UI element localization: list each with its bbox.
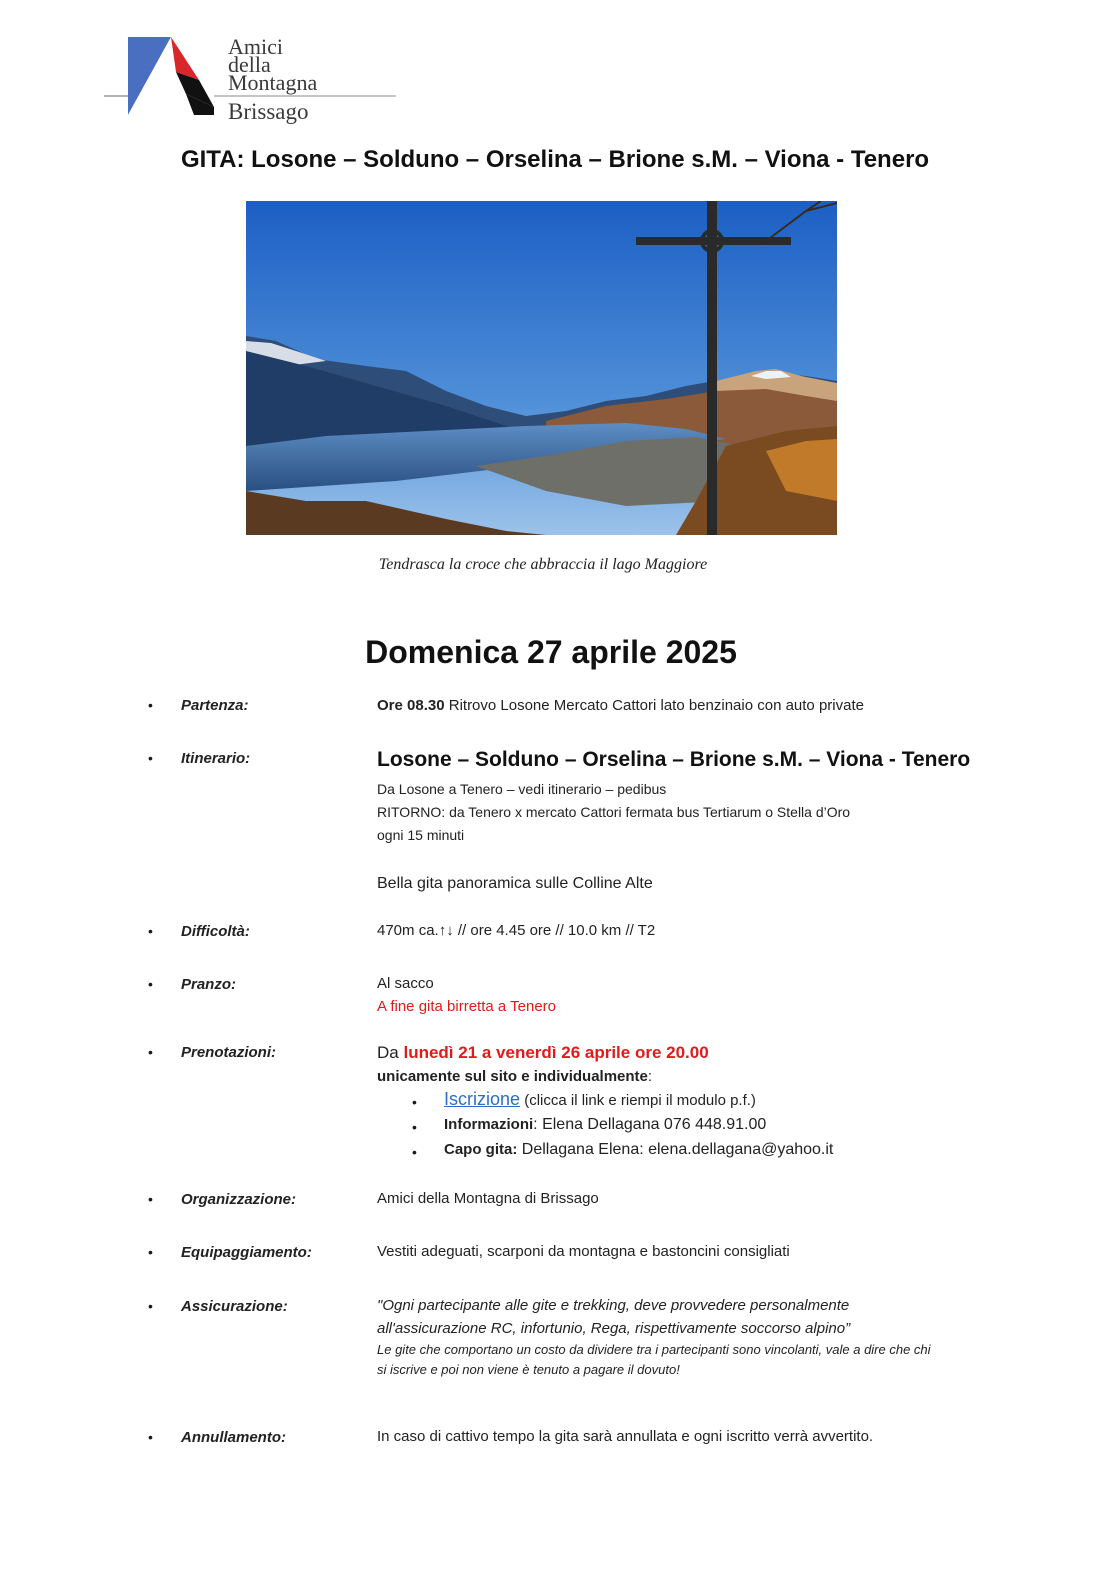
value-organizzazione: Amici della Montagna di Brissago — [377, 1190, 599, 1207]
logo-line-della: della — [228, 52, 271, 77]
bullet-equipaggiamento: • — [148, 1244, 153, 1260]
bullet-prenotazioni: • — [148, 1044, 153, 1060]
label-annullamento: Annullamento: — [181, 1429, 286, 1446]
sub-bullet-iscrizione: • — [412, 1094, 417, 1110]
bullet-assicurazione: • — [148, 1298, 153, 1314]
label-prenotazioni: Prenotazioni: — [181, 1044, 277, 1061]
label-organizzazione: Organizzazione: — [181, 1191, 297, 1208]
logo-line-montagna: Montagna — [228, 70, 318, 95]
label-partenza: Partenza: — [181, 697, 249, 714]
club-logo — [104, 32, 404, 128]
value-equipaggiamento: Vestiti adeguati, scarponi da montagna e bastoncini consigliati — [377, 1243, 790, 1260]
iscrizione-row — [444, 1089, 756, 1110]
bullet-partenza: • — [148, 697, 153, 713]
info-text: : Elena Dellagana 076 448.91.00 — [533, 1116, 767, 1133]
capo-label: Capo gita: — [444, 1141, 518, 1158]
capo-row — [444, 1141, 833, 1159]
bullet-pranzo: • — [148, 976, 153, 992]
iscrizione-note: (clicca il link e riempi il modulo p.f.) — [520, 1092, 756, 1109]
event-date: Domenica 27 aprile 2025 — [365, 634, 737, 670]
bullet-itinerario: • — [148, 750, 153, 766]
landscape-photo — [246, 201, 837, 535]
label-equipaggiamento: Equipaggiamento: — [181, 1244, 312, 1261]
bullet-difficolta: • — [148, 923, 153, 939]
departure-text: Ritrovo Losone Mercato Cattori lato benzinaio con auto private — [444, 697, 864, 714]
label-itinerario: Itinerario: — [181, 750, 251, 767]
value-annullamento: In caso di cattivo tempo la gita sarà annullata e ogni iscritto verrà avvertito. — [377, 1428, 874, 1445]
only-text: unicamente sul sito e individualmente — [377, 1068, 648, 1085]
photo-caption: Tendrasca la croce che abbraccia il lago Maggiore — [378, 556, 708, 573]
info-label: Informazioni — [444, 1116, 534, 1133]
sub-bullet-capo: • — [412, 1144, 417, 1160]
pranzo-line-2: A fine gita birretta a Tenero — [377, 998, 557, 1015]
bullet-organizzazione: • — [148, 1191, 153, 1207]
logo-line-brissago: Brissago — [228, 99, 309, 124]
sub-bullet-info: • — [412, 1119, 417, 1135]
iscrizione-link[interactable]: Iscrizione — [444, 1089, 521, 1109]
period-prefix: Da — [377, 1043, 404, 1062]
value-difficolta: 470m ca.↑↓ // ore 4.45 ore // 10.0 km // T2 — [377, 922, 656, 939]
prenotazioni-period — [377, 1041, 709, 1064]
logo-line-amici: Amici — [228, 34, 283, 59]
capo-text: Dellagana Elena: elena.dellagana@yahoo.it — [517, 1141, 834, 1158]
assicurazione-line-3: Le gite che comportano un costo da dividere tra i partecipanti sono vincolanti, vale a dire che chi — [377, 1342, 931, 1357]
label-assicurazione: Assicurazione: — [181, 1298, 288, 1315]
itinerary-line-2: RITORNO: da Tenero x mercato Cattori fermata bus Tertiarum o Stella d’Oro — [377, 804, 851, 820]
page-title: GITA: Losone – Solduno – Orselina – Brione s.M. – Viona - Tenero — [180, 146, 930, 173]
bullet-annullamento: • — [148, 1429, 153, 1445]
info-row — [444, 1116, 766, 1134]
pranzo-line-1: Al sacco — [377, 975, 434, 992]
itinerary-route: Losone – Solduno – Orselina – Brione s.M. – Viona - Tenero — [377, 748, 971, 771]
assicurazione-line-1: "Ogni partecipante alle gite e trekking, deve provvedere personalmente — [377, 1297, 850, 1314]
label-pranzo: Pranzo: — [181, 976, 237, 993]
value-partenza — [377, 694, 864, 717]
prenotazioni-only — [377, 1065, 652, 1088]
departure-time: Ore 08.30 — [377, 697, 445, 714]
itinerary-note: Bella gita panoramica sulle Colline Alte — [377, 875, 653, 892]
label-difficolta: Difficoltà: — [181, 923, 250, 940]
itinerary-line-1: Da Losone a Tenero – vedi itinerario – pedibus — [377, 781, 667, 797]
only-colon: : — [647, 1068, 653, 1085]
period-dates: lunedì 21 a venerdì 26 aprile ore 20.00 — [403, 1043, 709, 1062]
assicurazione-line-2: all'assicurazione RC, infortunio, Rega, rispettivamente soccorso alpino” — [377, 1320, 851, 1337]
assicurazione-line-4: si iscrive e poi non viene è tenuto a pagare il dovuto! — [377, 1362, 680, 1377]
itinerary-line-3: ogni 15 minuti — [377, 827, 465, 843]
